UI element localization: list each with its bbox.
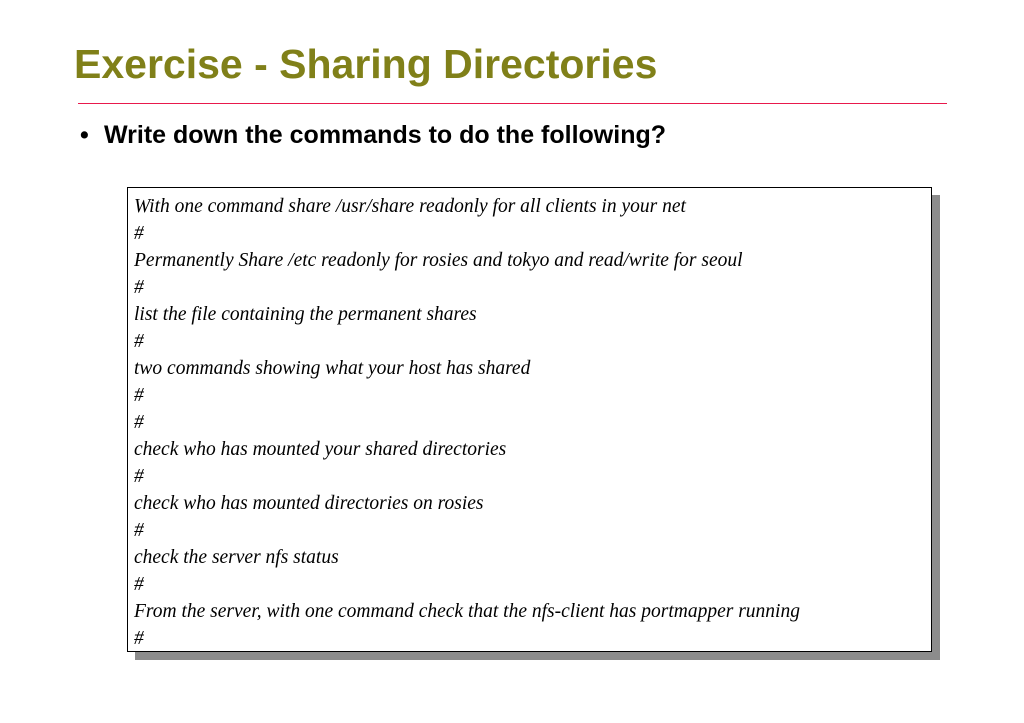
bullet-text: Write down the commands to do the following? [104,121,667,149]
exercise-line: check the server nfs status [134,547,339,568]
exercise-lines [134,193,800,652]
exercise-line: list the file containing the permanent shares [134,304,477,325]
exercise-line: Permanently Share /etc readonly for rosies and tokyo and read/write for seoul [134,250,743,271]
exercise-line: # [134,223,144,244]
exercise-line: # [134,520,144,541]
exercise-line: # [134,574,144,595]
title-divider [78,103,947,104]
bullet-point [80,117,666,153]
exercise-line: check who has mounted directories on rosies [134,493,484,514]
exercise-line: # [134,628,144,649]
exercise-line: # [134,277,144,298]
exercise-line: # [134,331,144,352]
exercise-line: With one command share /usr/share readonly for all clients in your net [134,196,686,217]
slide-title: Exercise - Sharing Directories [74,41,658,87]
exercise-line: # [134,412,144,433]
exercise-line: # [134,466,144,487]
bullet-marker: • [80,121,89,149]
exercise-line: # [134,385,144,406]
exercise-line: From the server, with one command check that the nfs-client has portmapper running [134,601,800,622]
exercise-line: check who has mounted your shared directories [134,439,507,460]
exercise-box [127,187,932,652]
exercise-line: two commands showing what your host has shared [134,358,531,379]
